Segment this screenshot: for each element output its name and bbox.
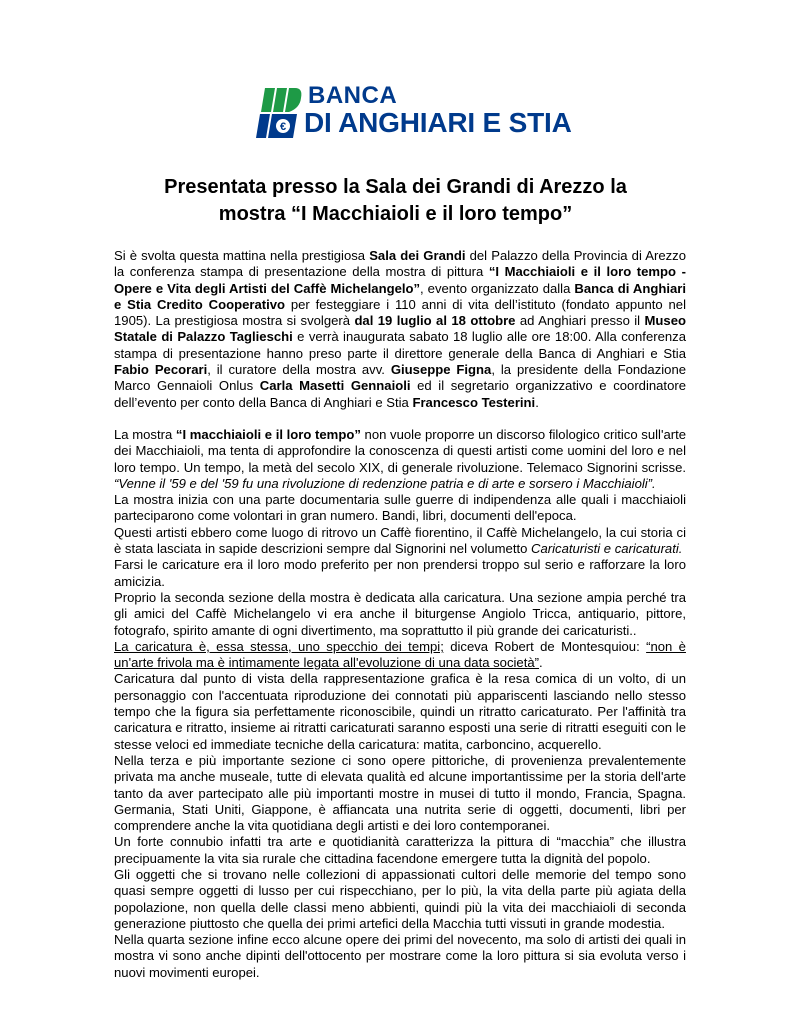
text-run: . <box>535 394 539 410</box>
underlined-run: La caricatura è, essa stessa, uno specchio dei tempi; <box>114 638 444 654</box>
text-run: , la presidente della Fondazione Marco Gennaioli Onlus <box>114 362 687 394</box>
paragraph-quarta-sezione: Nella quarta sezione infine ecco alcune opere dei primi del novecento, ma solo di artisti dei quali in mostra vi sono anche dipinti dell'ottocento per mostrare come la loro pittura si sia evoluta verso i nuovi movimenti europei. <box>114 932 686 980</box>
text-run: , evento organizzato dalla <box>420 280 575 296</box>
text-run: per festeggiare i 110 anni di vita dell’istituto (fondato appunto nel 1905). La prestigiosa mostra si svolgerà <box>114 296 686 329</box>
bank-logo <box>255 82 572 141</box>
bank-logo-line2: DI ANGHIARI E STIA <box>304 107 572 138</box>
text-run: La mostra <box>114 426 176 442</box>
italic-quote: “Venne il '59 e del '59 fu una rivoluzione di redenzione patria e di arte e sorsero i Macchiaioli”. <box>114 475 656 491</box>
bold-run: dal 19 luglio al 18 ottobre <box>354 313 516 329</box>
text-run: del Palazzo della Provincia di Arezzo la conferenza stampa di presentazione della mostra di pittura <box>114 248 687 280</box>
bold-run: Museo Statale di Palazzo Taglieschi <box>114 313 686 345</box>
bold-run: “I Macchiaioli e il loro tempo - Opere e Vita degli Artisti del Caffè Michelangelo” <box>114 264 686 296</box>
text-run: , il curatore della mostra avv. <box>207 362 391 378</box>
paragraph-caffe <box>114 525 686 558</box>
bold-run: Sala dei Grandi <box>369 248 466 263</box>
bold-run: Fabio Pecorari <box>114 362 208 378</box>
text-run: Si è svolta questa mattina nella prestigiosa <box>114 248 370 263</box>
text-run: . <box>538 655 543 671</box>
paragraph-gap <box>114 411 686 427</box>
paragraph-documentaria: La mostra inizia con una parte documentaria sulle guerre di indipendenza alle quali i macchiaioli parteciparono come volontari in gran numero. Bandi, libri, documenti dell'epoca. <box>114 492 686 524</box>
page-title <box>60 174 731 228</box>
text-run: diceva Robert de Montesquiou: <box>443 638 647 654</box>
bold-run: Carla Masetti Gennaioli <box>259 378 411 394</box>
paragraph-terza-sezione: Nella terza e più importante sezione ci sono opere pittoriche, di provenienza prevalentemente privata ma anche museale, tutte di elevata qualità ed alcune importantissime per la storia dell'arte tanto da aver partecipato alle più importanti mostre in musei di tutto il mondo, Francia, Spagna. Germania, Stati Uniti, Giappone, è affiancata una nutrita serie di oggetti, documenti, libri per comprendere anche la vita quotidiana degli artisti e dei loro contemporanei. <box>114 752 686 834</box>
title-line2: mostra “I Macchiaioli e il loro tempo” <box>218 203 573 225</box>
underlined-quote: “non è un'arte frivola ma è intimamente legata all'evoluzione di una data società” <box>114 638 686 671</box>
article-body <box>114 248 686 981</box>
paragraph-definizione: Caricatura dal punto di vista della rappresentazione grafica è la resa comica di un volto, di un personaggio con l'accentuata riproduzione dei connotati più appariscenti lasciando nello stesso tempo che la figura sia perfettamente riconoscibile, quindi un ritratto caricaturato. Per l'affinità tra caricatura e ritratto, insieme ai ritratti caricaturati saranno esposti una serie di ritratti eseguiti con le stesse veloci ed immediate tecniche della caricatura: matita, carboncino, acquerello. <box>114 671 686 752</box>
italic-title: Caricaturisti e caricaturati. <box>531 541 683 557</box>
paragraph-oggetti: Gli oggetti che si trovano nelle collezioni di appassionati cultori delle memorie del tempo sono quasi sempre oggetti di lusso per cui rispecchiano, per lo più, la vita della parte più agiata della popolazione, non quella delle classi meno abbienti, quindi più la vita dei macchiaioli di seconda generazione piuttosto che quella dei primi artefici della Macchia tutti vissuti in grande modestia. <box>114 866 686 931</box>
text-run: e verrà inaugurata sabato 18 luglio alle ore 18:00. Alla conferenza stampa di presentazione hanno preso parte il direttore generale della Banca di Anghiari e Stia <box>114 329 686 361</box>
paragraph-mostra <box>114 427 686 492</box>
bank-logo-line1: BANCA <box>308 82 398 109</box>
text-run: non vuole proporre un discorso filologico critico sull'arte dei Macchiaioli, ma tenta di approfondire la conoscenza di questi artisti come uomini del loro e nel loro tempo. Un tempo, la metà del secolo XIX, di generale rivoluzione. Telemaco Signorini scrisse. <box>114 426 687 475</box>
title-line1: Presentata presso la Sala dei Grandi di Arezzo la <box>164 176 627 198</box>
bold-run: Banca di Anghiari e Stia Credito Cooperativo <box>114 280 686 312</box>
text-run: Questi artisti ebbero come luogo di ritrovo un Caffè fiorentino, il Caffè Michelangelo, la cui storia ci è stata lasciata in sapide descrizioni sempre dal Signorini nel volumetto <box>114 524 686 557</box>
bold-run: Francesco Testerini <box>412 394 536 410</box>
paragraph-montesquiou <box>114 639 686 672</box>
text-run: ad Anghiari presso il <box>515 313 645 329</box>
bold-run: “I macchiaioli e il loro tempo” <box>175 426 361 442</box>
paragraph-connubio: Un forte connubio infatti tra arte e quotidianità caratterizza la pittura di “macchia” che illustra precipuamente la vita sia rurale che cittadina facendone emergere tutta la dignità del popolo. <box>114 834 686 866</box>
paragraph-intro <box>114 248 686 411</box>
text-run: ed il segretario organizzativo e coordinatore dell’evento per conto della Banca di Anghiari e Stia <box>114 378 686 410</box>
paragraph-caricature: Farsi le caricature era il loro modo preferito per non prendersi troppo sul serio e rafforzare la loro amicizia. <box>114 557 686 589</box>
bold-run: Giuseppe Figna <box>390 362 492 378</box>
paragraph-seconda-sezione: Proprio la seconda sezione della mostra è dedicata alla caricatura. Una sezione ampia perché tra gli amici del Caffè Michelangelo vi era anche il biturgense Angiolo Tricca, antiquario, pittore, fotografo, spirito amante di ogni divertimento, ma soprattutto il più grande dei caricaturisti.. <box>114 589 686 638</box>
bank-logo-mark-icon <box>255 85 305 141</box>
svg-text:€: € <box>279 121 287 133</box>
